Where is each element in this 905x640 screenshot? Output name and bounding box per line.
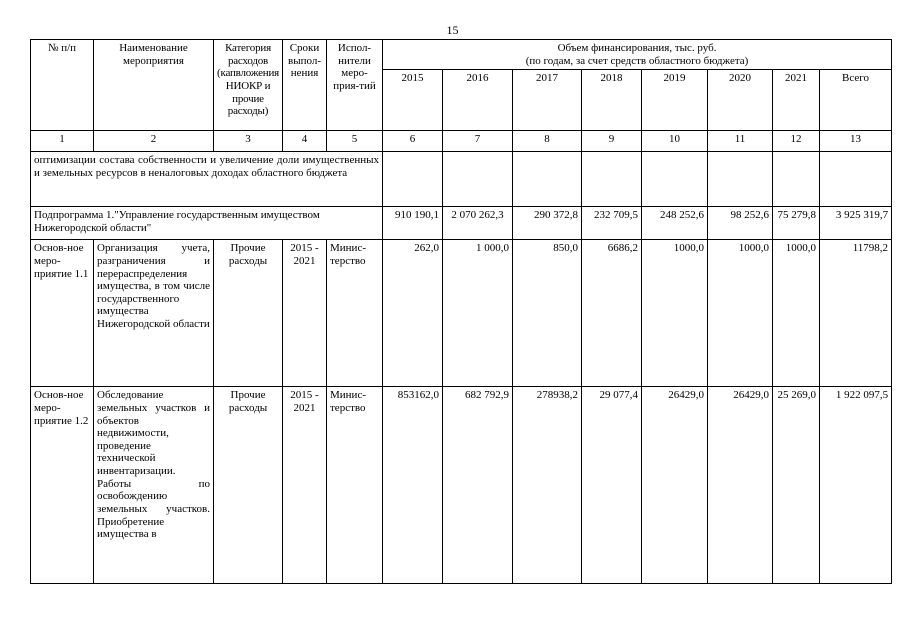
column-number: 3 — [214, 131, 283, 152]
measure-num: Основ-ное меро-приятие 1.1 — [31, 240, 94, 387]
total-cell: 3 925 319,7 — [820, 207, 892, 240]
table-cell — [642, 152, 708, 207]
header-terms: Сроки выпол-нения — [283, 40, 327, 131]
measure-name: Обследование земельных участков и объектов недвижимости, проведение технической инвентаризации. Работы по освобождению земельных участков. Приобретение имущества в — [94, 387, 214, 584]
header-name: Наименование мероприятия — [94, 40, 214, 131]
value-cell: 26429,0 — [642, 387, 708, 584]
column-number: 12 — [773, 131, 820, 152]
value-cell: 290 372,8 — [513, 207, 582, 240]
value-cell: 853162,0 — [383, 387, 443, 584]
year-header: 2015 — [383, 70, 443, 131]
column-number: 5 — [327, 131, 383, 152]
table-row — [31, 207, 892, 240]
table-cell — [513, 152, 582, 207]
measure-num: Основ-ное меро-приятие 1.2 — [31, 387, 94, 584]
column-number: 7 — [443, 131, 513, 152]
column-number: 9 — [582, 131, 642, 152]
optimization-text: оптимизации состава собственности и увеличение доли имущественных и земельных ресурсов в неналоговых доходах областного бюджета — [31, 152, 383, 207]
value-cell: 262,0 — [383, 240, 443, 387]
value-cell: 29 077,4 — [582, 387, 642, 584]
subprogram-name: Подпрограмма 1."Управление государственным имуществом Нижегородской области" — [31, 207, 383, 240]
measure-category: Прочие расходы — [214, 387, 283, 584]
value-cell: 1000,0 — [642, 240, 708, 387]
column-number: 6 — [383, 131, 443, 152]
table-cell — [773, 152, 820, 207]
value-cell: 278938,2 — [513, 387, 582, 584]
table-cell — [443, 152, 513, 207]
header-executors: Испол-нители меро-прия-тий — [327, 40, 383, 131]
table-cell — [383, 152, 443, 207]
column-number-row — [31, 131, 892, 152]
column-number: 1 — [31, 131, 94, 152]
measure-executor: Минис-терство — [327, 240, 383, 387]
column-number: 13 — [820, 131, 892, 152]
value-cell: 682 792,9 — [443, 387, 513, 584]
value-cell: 98 252,6 — [708, 207, 773, 240]
value-cell: 75 279,8 — [773, 207, 820, 240]
header-num: № п/п — [31, 40, 94, 131]
table-cell — [708, 152, 773, 207]
value-cell: 910 190,1 — [383, 207, 443, 240]
table-cell — [582, 152, 642, 207]
column-number: 10 — [642, 131, 708, 152]
value-cell: 6686,2 — [582, 240, 642, 387]
value-cell: 25 269,0 — [773, 387, 820, 584]
total-cell: 11798,2 — [820, 240, 892, 387]
year-header: 2018 — [582, 70, 642, 131]
total-cell: 1 922 097,5 — [820, 387, 892, 584]
table-row — [31, 240, 892, 387]
value-cell: 850,0 — [513, 240, 582, 387]
year-header: 2021 — [773, 70, 820, 131]
measure-terms: 2015 - 2021 — [283, 387, 327, 584]
value-cell: 1000,0 — [773, 240, 820, 387]
header-row — [31, 40, 892, 70]
table-row — [31, 387, 892, 584]
table-cell — [820, 152, 892, 207]
column-number: 2 — [94, 131, 214, 152]
measure-executor: Минис-терство — [327, 387, 383, 584]
value-cell: 1 000,0 — [443, 240, 513, 387]
value-cell: 1000,0 — [708, 240, 773, 387]
column-number: 4 — [283, 131, 327, 152]
total-header: Всего — [820, 70, 892, 131]
value-cell: 2 070 262,3 — [443, 207, 513, 240]
column-number: 11 — [708, 131, 773, 152]
header-funding — [383, 40, 892, 70]
funding-table — [30, 39, 892, 584]
column-number: 8 — [513, 131, 582, 152]
year-header: 2020 — [708, 70, 773, 131]
year-header: 2017 — [513, 70, 582, 131]
value-cell: 248 252,6 — [642, 207, 708, 240]
value-cell: 232 709,5 — [582, 207, 642, 240]
measure-name: Организация учета, разграничения и перераспределения имущества, в том числе государственного имущества Нижегородской области — [94, 240, 214, 387]
year-header: 2016 — [443, 70, 513, 131]
year-header: 2019 — [642, 70, 708, 131]
measure-terms: 2015 - 2021 — [283, 240, 327, 387]
page-number: 15 — [446, 23, 459, 37]
table-row — [31, 152, 892, 207]
header-funding-title: Объем финансирования, тыс. руб. — [557, 42, 717, 54]
measure-category: Прочие расходы — [214, 240, 283, 387]
header-category: Категория расходов (капвложения НИОКР и прочие расходы) — [214, 40, 283, 131]
value-cell: 26429,0 — [708, 387, 773, 584]
header-funding-subtitle: (по годам, за счет средств областного бюджета) — [525, 54, 749, 67]
